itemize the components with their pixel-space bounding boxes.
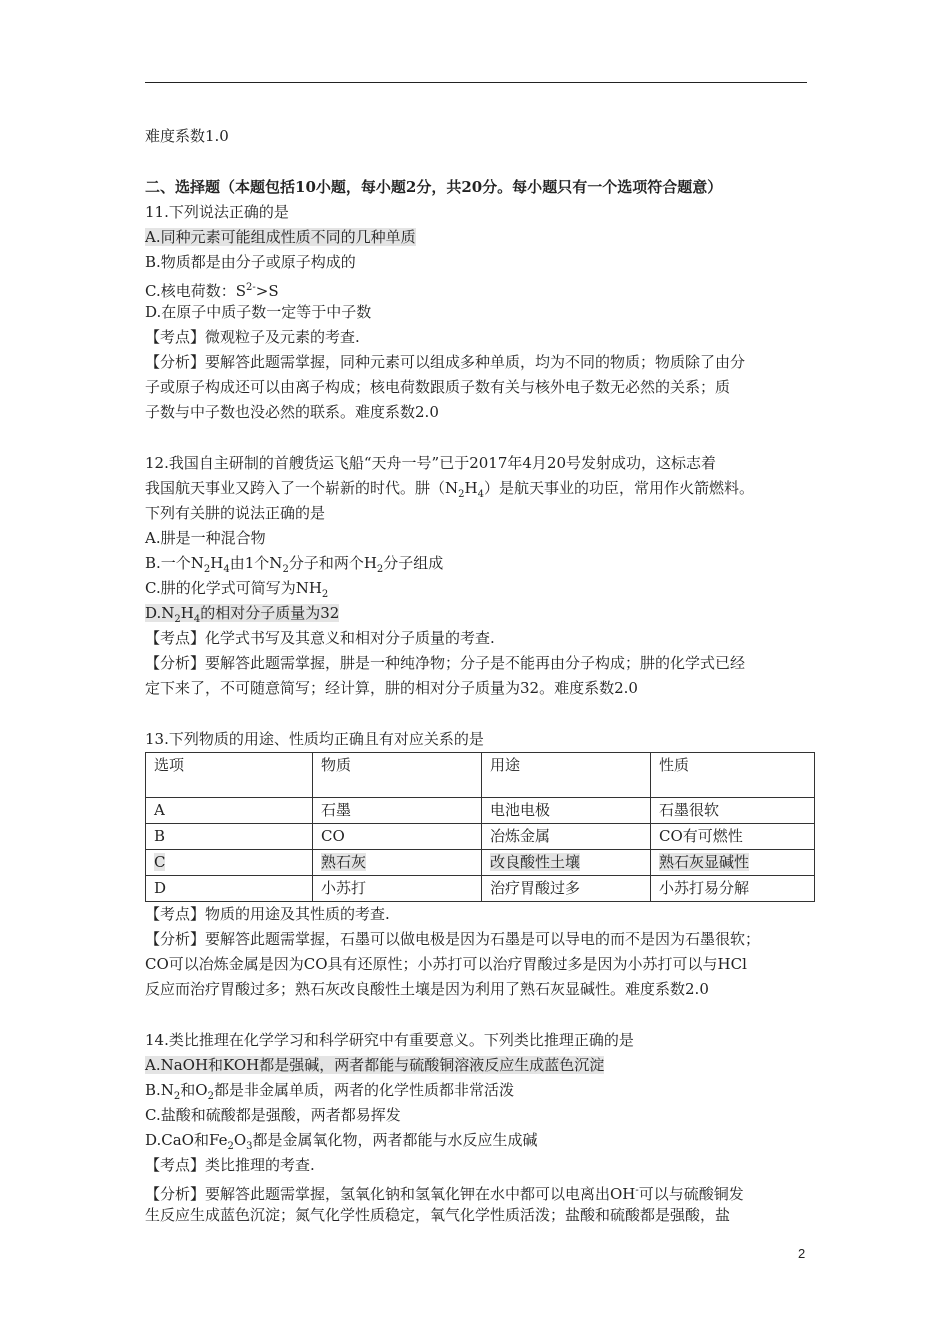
table-cell: 小苏打易分解 xyxy=(651,876,815,902)
table-cell: 石墨很软 xyxy=(651,798,815,824)
q12-fenxi-1: 【分析】要解答此题需掌握，肼是一种纯净物；分子是不能再由分子构成；肼的化学式已经 xyxy=(145,654,746,672)
q12-option-d: $D.N_2H_4$的相对分子质量为32 xyxy=(145,604,340,625)
table-row xyxy=(146,876,815,902)
table-cell: 冶炼金属 xyxy=(482,824,651,850)
q11-option-a: A.同种元素可能组成性质不同的几种单质 xyxy=(145,228,416,246)
q14-option-b: $B.N_2$和$O_2$都是非金属单质，两者的化学性质都非常活泼 xyxy=(145,1081,514,1102)
question-14 xyxy=(145,1028,817,1228)
table-cell: A xyxy=(146,798,313,824)
q14-option-a: A.NaOH和KOH都是强碱，两者都能与硫酸铜溶液反应生成蓝色沉淀 xyxy=(145,1056,605,1074)
document-body xyxy=(145,124,817,1228)
q12-stem-1: 12.我国自主研制的首艘货运飞船“天舟一号”已于2017年4月20号发射成功，这标志着 xyxy=(145,454,716,472)
table-header: 选项 xyxy=(146,753,313,798)
q11-option-d: D.在原子中质子数一定等于中子数 xyxy=(145,303,372,321)
q14-option-c: C.盐酸和硫酸都是强酸，两者都易挥发 xyxy=(145,1106,401,1124)
question-11 xyxy=(145,200,817,425)
table-row xyxy=(146,798,815,824)
q13-fenxi-1: 【分析】要解答此题需掌握，石墨可以做电极是因为石墨是可以导电的而不是因为石墨很软； xyxy=(145,930,761,948)
question-13 xyxy=(145,727,817,1002)
q12-kaodian: 【考点】化学式书写及其意义和相对分子质量的考查. xyxy=(145,629,495,647)
q11-fenxi-3: 子数与中子数也没必然的联系。难度系数2.0 xyxy=(145,403,439,421)
q11-option-c: C.核电荷数：$S^{2-}>S$ xyxy=(145,282,279,300)
q11-stem: 11.下列说法正确的是 xyxy=(145,203,289,221)
q12-fenxi-2: 定下来了，不可随意简写；经计算，肼的相对分子质量为32。难度系数2.0 xyxy=(145,679,638,697)
q13-kaodian: 【考点】物质的用途及其性质的考查. xyxy=(145,905,390,923)
q11-option-b: B.物质都是由分子或原子构成的 xyxy=(145,253,356,271)
difficulty-line: 难度系数1.0 xyxy=(145,127,229,145)
table-cell: D xyxy=(146,876,313,902)
table-cell: CO有可燃性 xyxy=(651,824,815,850)
table-cell: 电池电极 xyxy=(482,798,651,824)
q13-stem: 13.下列物质的用途、性质均正确且有对应关系的是 xyxy=(145,730,484,748)
table-header-row xyxy=(146,753,815,798)
table-cell: 改良酸性土壤 xyxy=(482,850,651,876)
q12-stem-2: 我国航天事业又跨入了一个崭新的时代。肼$(N_2H_4)$是航天事业的功臣，常用作火箭燃料。 xyxy=(145,479,754,500)
table-row xyxy=(146,824,815,850)
question-12 xyxy=(145,451,817,701)
q11-fenxi-2: 子或原子构成还可以由离子构成；核电荷数跟质子数有关与核外电子数无必然的关系；质 xyxy=(145,378,731,396)
page-number: 2 xyxy=(798,1246,806,1261)
q12-option-b: B.一个$N_2H_4$由1个$N_2$分子和两个$H_2$分子组成 xyxy=(145,554,444,575)
section-title: 二、选择题（本题包括10小题，每小题2分，共20分。每小题只有一个选项符合题意） xyxy=(145,178,723,196)
q14-fenxi-1: 【分析】要解答此题需掌握，氢氧化钠和氢氧化钾在水中都可以电离出OH-可以与硫酸铜发 xyxy=(145,1185,744,1203)
table-cell: 熟石灰 xyxy=(313,850,482,876)
q11-fenxi-1: 【分析】要解答此题需掌握，同种元素可以组成多种单质，均为不同的物质；物质除了由分 xyxy=(145,353,746,371)
q14-fenxi-2: 生反应生成蓝色沉淀；氮气化学性质稳定，氧气化学性质活泼；盐酸和硫酸都是强酸，盐 xyxy=(145,1206,731,1224)
q12-stem-3: 下列有关肼的说法正确的是 xyxy=(145,504,326,522)
table-cell: CO xyxy=(313,824,482,850)
table-cell: C xyxy=(146,850,313,876)
q14-kaodian: 【考点】类比推理的考查. xyxy=(145,1156,315,1174)
table-cell: 熟石灰显碱性 xyxy=(651,850,815,876)
table-row-highlighted xyxy=(146,850,815,876)
table-header: 用途 xyxy=(482,753,651,798)
q12-option-c: C.肼的化学式可简写为$NH_2$ xyxy=(145,579,329,600)
q12-option-a: A.肼是一种混合物 xyxy=(145,529,266,547)
q14-option-d: D.CaO和$Fe_2O_3$都是金属氧化物，两者都能与水反应生成碱 xyxy=(145,1131,538,1152)
table-cell: B xyxy=(146,824,313,850)
q14-stem: 14.类比推理在化学学习和科学研究中有重要意义。下列类比推理正确的是 xyxy=(145,1031,634,1049)
q13-table xyxy=(145,752,815,902)
header-rule xyxy=(145,82,807,83)
table-cell: 小苏打 xyxy=(313,876,482,902)
table-cell: 石墨 xyxy=(313,798,482,824)
q13-fenxi-2: CO可以冶炼金属是因为CO具有还原性；小苏打可以治疗胃酸过多是因为小苏打可以与HCl xyxy=(145,955,747,973)
table-header: 性质 xyxy=(651,753,815,798)
q11-kaodian: 【考点】微观粒子及元素的考查. xyxy=(145,328,360,346)
q13-fenxi-3: 反应而治疗胃酸过多；熟石灰改良酸性土壤是因为利用了熟石灰显碱性。难度系数2.0 xyxy=(145,980,709,998)
table-cell: 治疗胃酸过多 xyxy=(482,876,651,902)
table-header: 物质 xyxy=(313,753,482,798)
